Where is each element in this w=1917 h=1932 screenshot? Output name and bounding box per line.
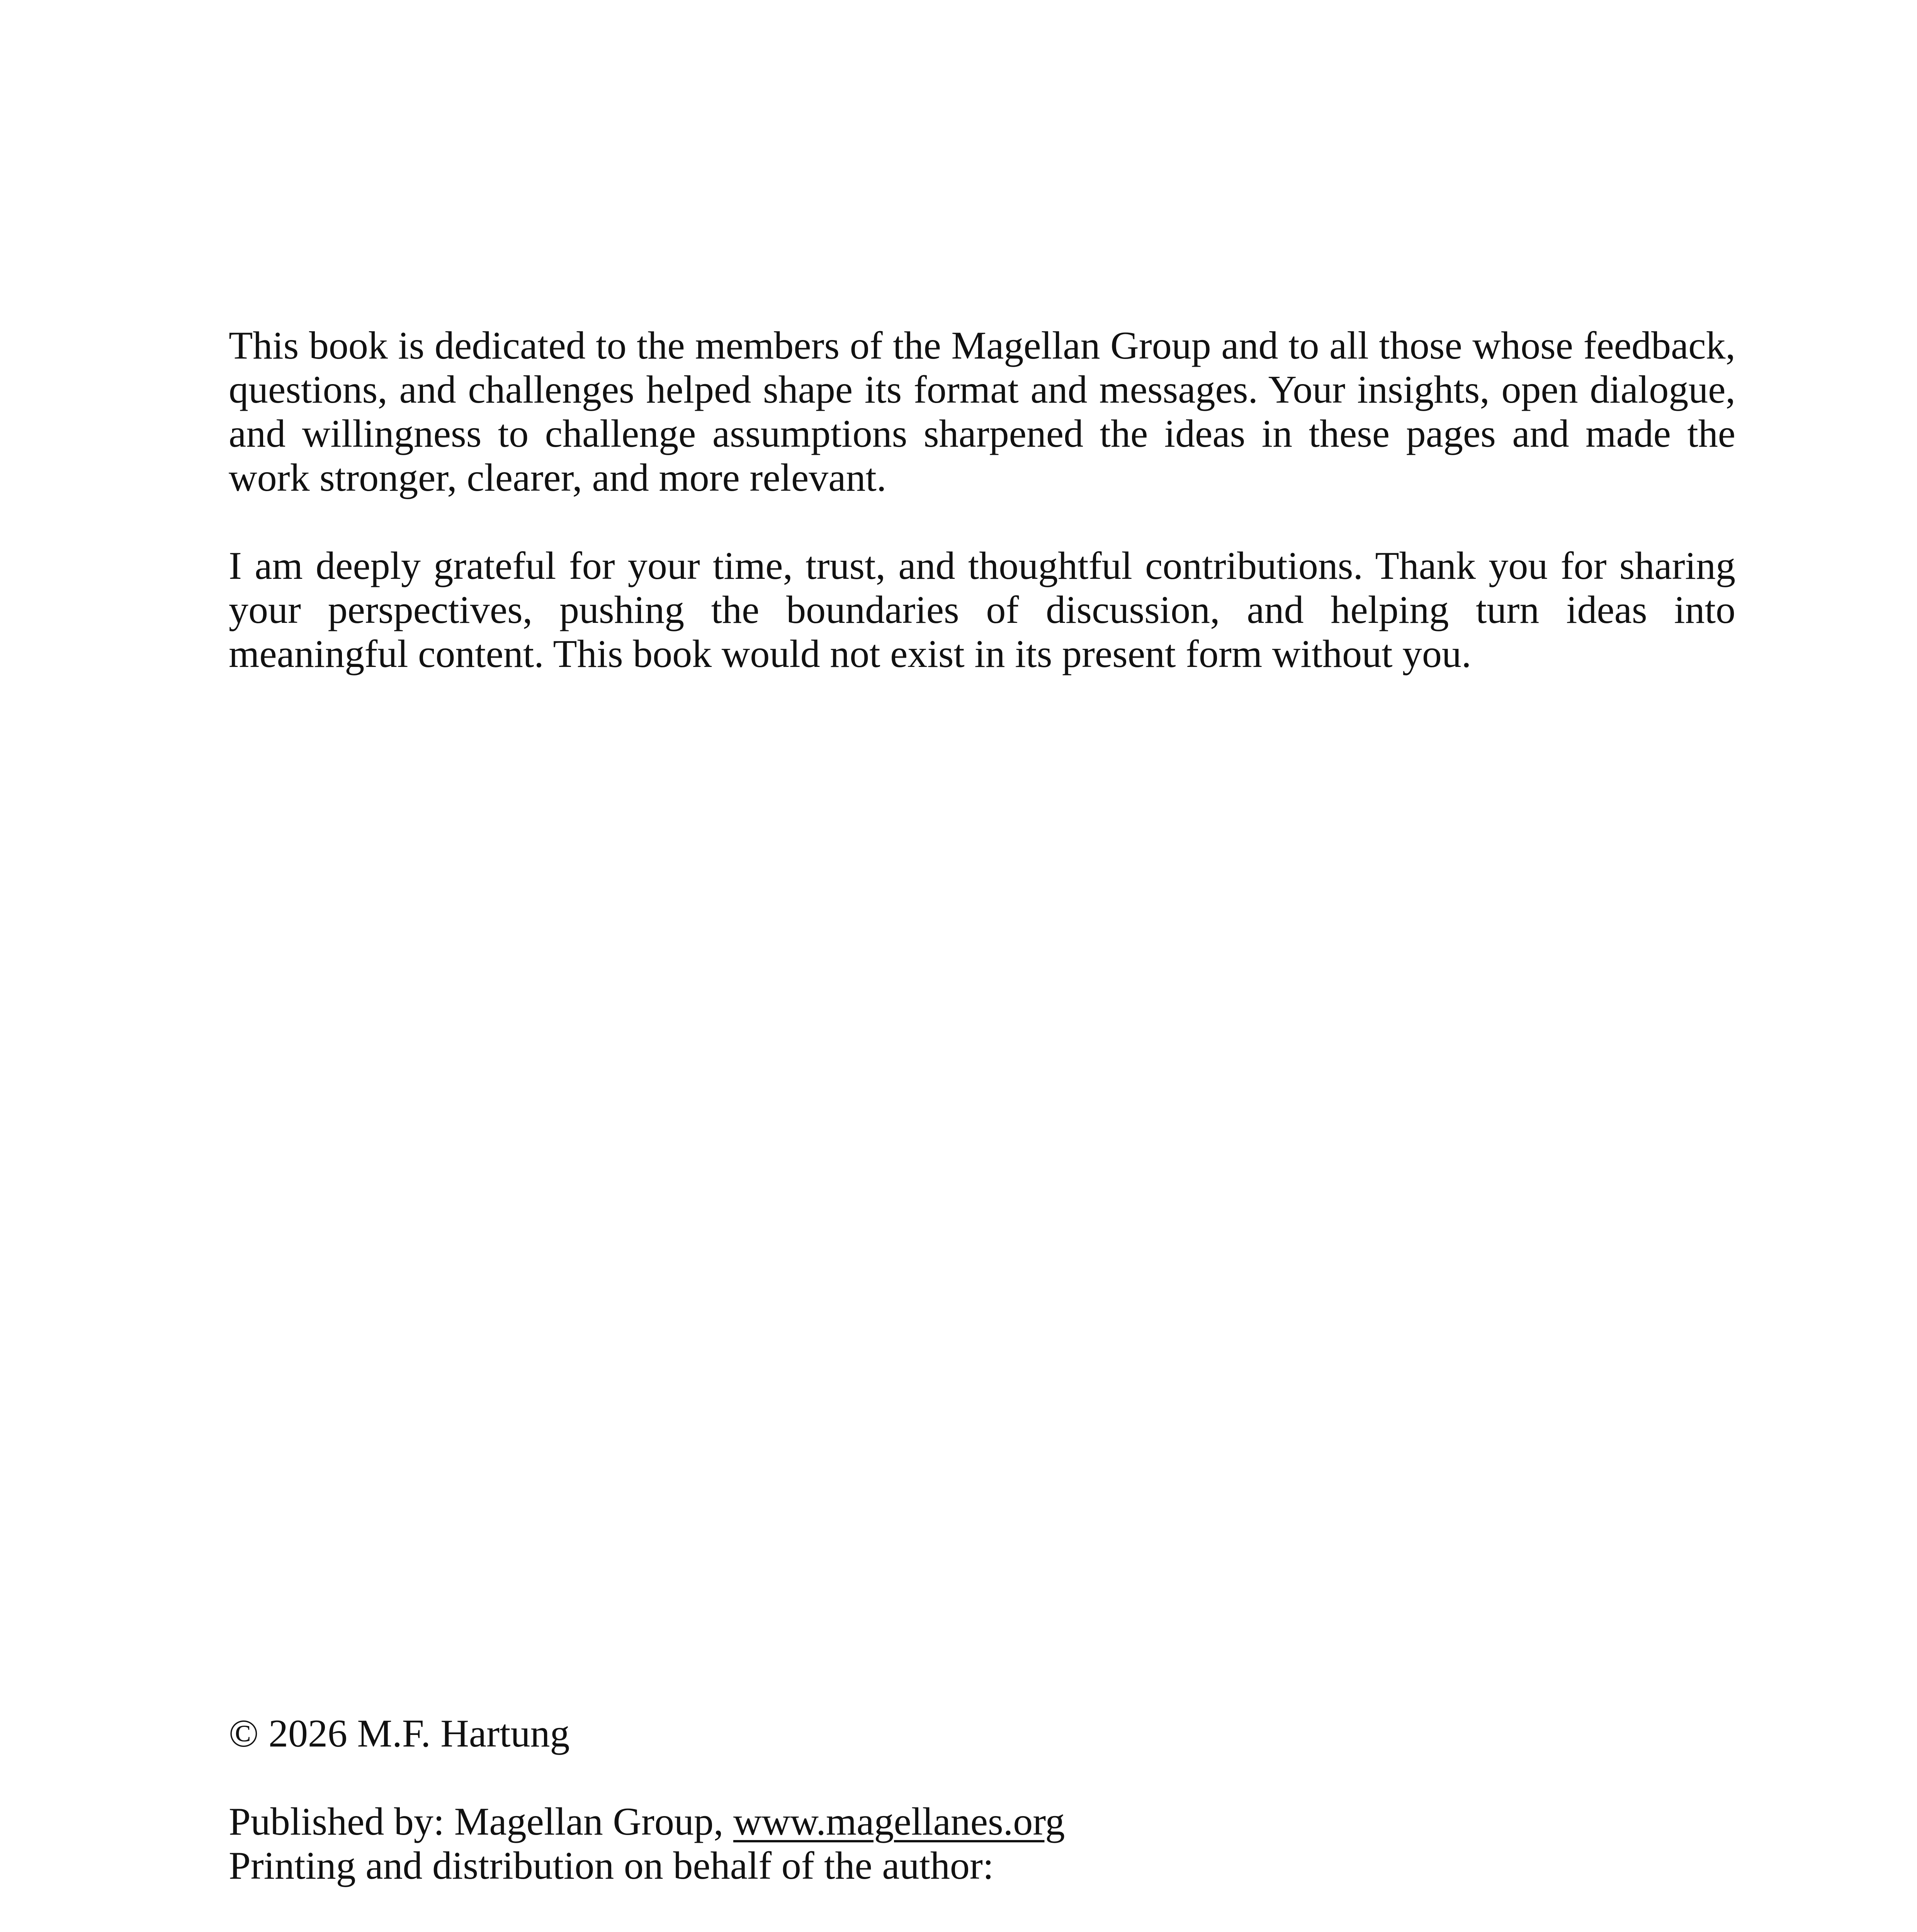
publisher-website-link[interactable]: www.magellanes.org bbox=[733, 1800, 1065, 1844]
dedication-paragraph: This book is dedicated to the members of the Magellan Group and to all those whose feedback, questions, and challenges helped shape its format and messages. Your insights, open dialogue, and willingness to challenge assumptions sharpened the ideas in these pages and made the work stronger, clearer, and more relevant. bbox=[229, 324, 1735, 500]
published-by-label: Published by: Magellan Group, bbox=[229, 1800, 734, 1844]
printing-note: Printing and distribution on behalf of the author: bbox=[229, 1844, 994, 1888]
publisher-line bbox=[229, 1800, 1735, 1844]
gratitude-paragraph: I am deeply grateful for your time, trust, and thoughtful contributions. Thank you for sharing your perspectives, pushing the boundaries of discussion, and helping turn ideas into meaningful content. This book would not exist in its present form without you. bbox=[229, 544, 1735, 676]
copyright-text: © 2026 M.F. Hartung bbox=[229, 1712, 570, 1755]
publisher-info bbox=[229, 1800, 1735, 1888]
copyright-notice bbox=[229, 1712, 1735, 1756]
dedication-section bbox=[229, 324, 1735, 676]
